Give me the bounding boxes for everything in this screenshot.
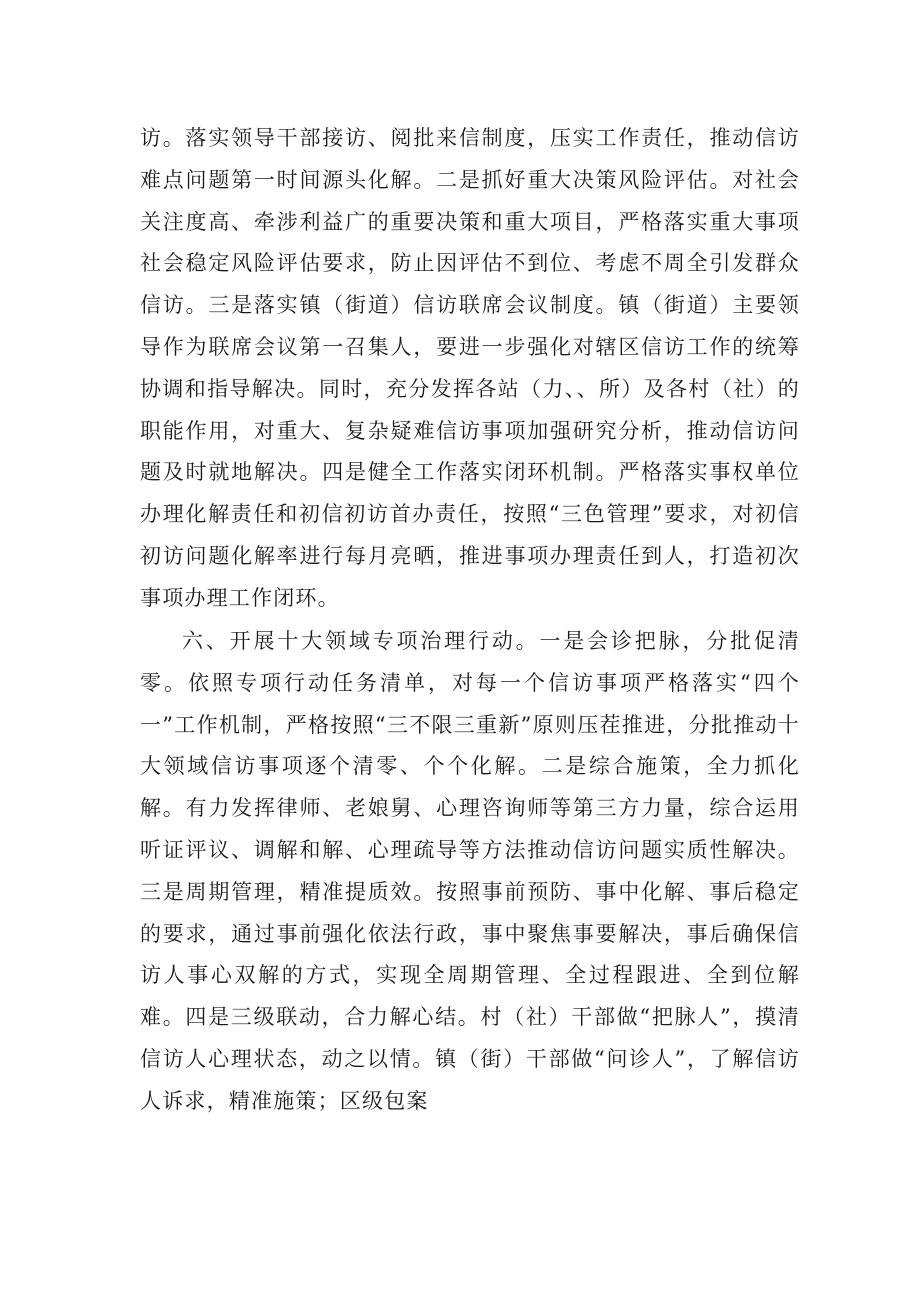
body-paragraph-2: 六、开展十大领域专项治理行动。一是会诊把脉，分批促清零。依照专项行动任务清单，对每一个信访事项严格落实“四个一”工作机制，严格按照“三不限三重新”原则压茬推进，分批推动十大领域信访事项逐个清零、个个化解。二是综合施策，全力抓化解。有力发挥律师、老娘舅、心理咨询师等第三方力量，综合运用听证评议、调解和解、心理疏导等方法推动信访问题实质性解决。三是周期管理，精准提质效。按照事前预防、事中化解、事后稳定的要求，通过事前强化依法行政，事中聚焦事要解决，事后确保信访人事心双解的方式，实现全周期管理、全过程跟进、全到位解难。四是三级联动，合力解心结。村（社）干部做“把脉人”，摸清信访人心理状态，动之以情。镇（街）干部做“问诊人”，了解信访人诉求，精准施策；区级包案 xyxy=(140,629,800,1113)
body-paragraph-1: 访。落实领导干部接访、阅批来信制度，压实工作责任，推动信访难点问题第一时间源头化解。二是抓好重大决策风险评估。对社会关注度高、牵涉利益广的重要决策和重大项目，严格落实重大事项社会稳定风险评估要求，防止因评估不到位、考虑不周全引发群众信访。三是落实镇（街道）信访联席会议制度。镇（街道）主要领导作为联席会议第一召集人，要进一步强化对辖区信访工作的统筹协调和指导解决。同时，充分发挥各站（力、、所）及各村（社）的职能作用，对重大、复杂疑难信访事项加强研究分析，推动信访问题及时就地解决。四是健全工作落实闭环机制。严格落实事权单位办理化解责任和初信初访首办责任，按照“三色管理”要求，对初信初访问题化解率进行每月亮晒，推进事项办理责任到人，打造初次事项办理工作闭环。 xyxy=(140,126,800,610)
